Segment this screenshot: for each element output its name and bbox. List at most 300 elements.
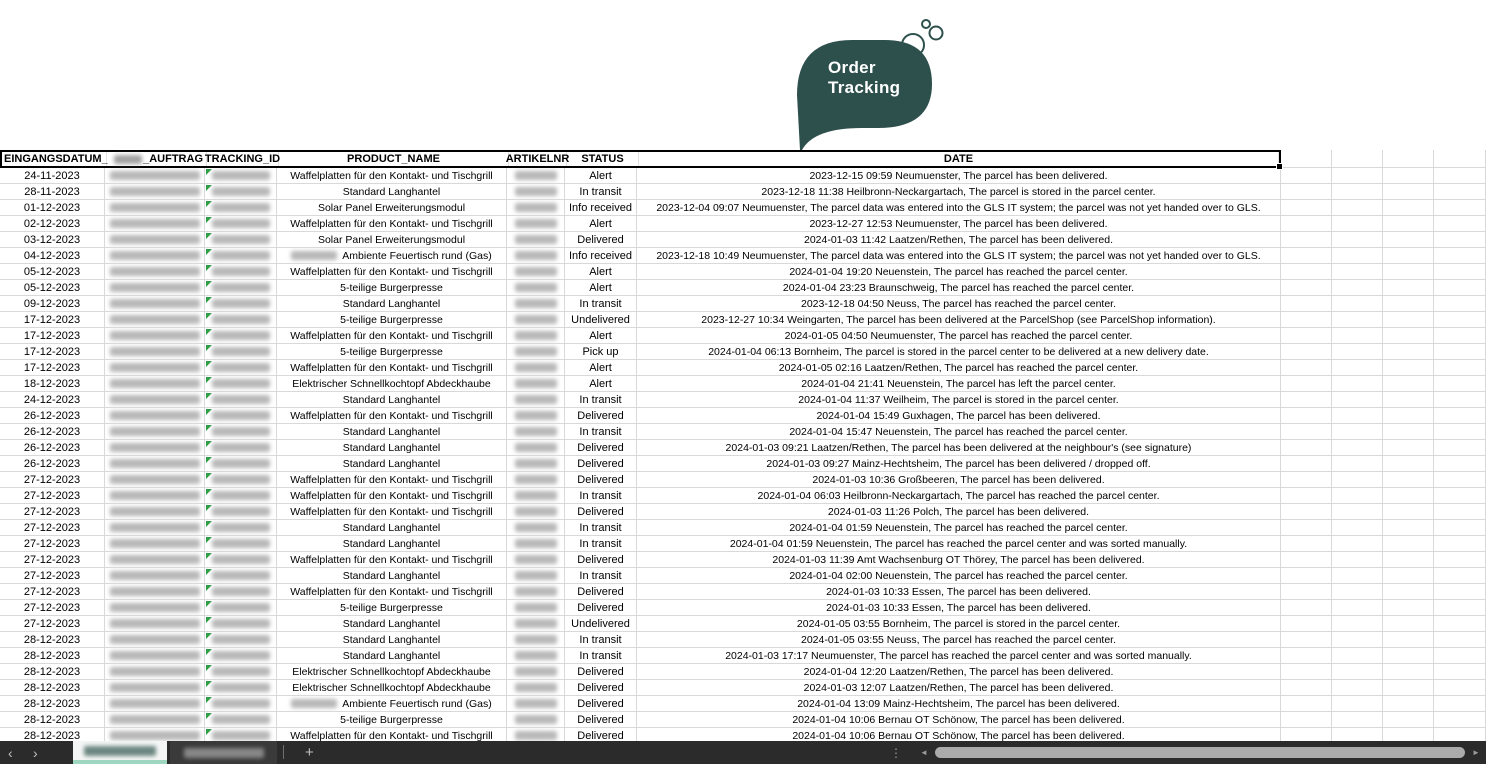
cell-eingangsdatum[interactable]: 03-12-2023 [0,232,105,248]
cell-date-info[interactable]: 2024-01-04 11:37 Weilheim, The parcel is stored in the parcel center. [637,392,1281,408]
empty-cell[interactable] [1383,184,1434,200]
empty-cell[interactable] [1281,488,1332,504]
cell-status[interactable]: Info received [565,200,637,216]
cell-tracking-id[interactable] [205,536,277,552]
empty-cell[interactable] [1434,664,1486,680]
cell-artikelnr[interactable] [507,456,565,472]
cell-tracking-id[interactable] [205,568,277,584]
empty-cell[interactable] [1383,488,1434,504]
cell-tracking-id[interactable] [205,184,277,200]
cell-date-info[interactable]: 2024-01-04 23:23 Braunschweig, The parcel has reached the parcel center. [637,280,1281,296]
empty-cell[interactable] [1383,664,1434,680]
cell-eingangsdatum[interactable]: 26-12-2023 [0,408,105,424]
cell-auftrag[interactable] [105,360,205,376]
cell-auftrag[interactable] [105,520,205,536]
cell-tracking-id[interactable] [205,344,277,360]
empty-cell[interactable] [1434,600,1486,616]
cell-product-name[interactable]: Solar Panel Erweiterungsmodul [277,232,507,248]
cell-product-name[interactable]: 5-teilige Burgerpresse [277,712,507,728]
empty-cell[interactable] [1281,472,1332,488]
empty-cell[interactable] [1281,520,1332,536]
cell-artikelnr[interactable] [507,328,565,344]
sheet-menu-dots-icon[interactable]: ⋮ [890,745,902,760]
cell-product-name[interactable]: Waffelplatten für den Kontakt- und Tischgrill [277,408,507,424]
cell-tracking-id[interactable] [205,200,277,216]
empty-cell[interactable] [1434,696,1486,712]
empty-cell[interactable] [1332,584,1383,600]
header-tracking-id[interactable] [204,152,281,166]
empty-cell[interactable] [1383,264,1434,280]
cell-eingangsdatum[interactable]: 17-12-2023 [0,344,105,360]
empty-cell[interactable] [1281,408,1332,424]
cell-auftrag[interactable] [105,712,205,728]
empty-cell[interactable] [1281,568,1332,584]
cell-date-info[interactable]: 2024-01-03 10:36 Großbeeren, The parcel has been delivered. [637,472,1281,488]
add-sheet-button[interactable]: + [305,744,314,761]
cell-date-info[interactable]: 2023-12-18 11:38 Heilbronn-Neckargartach, The parcel is stored in the parcel center. [637,184,1281,200]
empty-cell[interactable] [1383,712,1434,728]
empty-cell[interactable] [1332,664,1383,680]
sheet-tab-active[interactable] [73,741,167,764]
cell-eingangsdatum[interactable]: 28-12-2023 [0,696,105,712]
cell-eingangsdatum[interactable]: 26-12-2023 [0,440,105,456]
cell-date-info[interactable]: 2024-01-04 02:00 Neuenstein, The parcel has reached the parcel center. [637,568,1281,584]
empty-cell[interactable] [1281,376,1332,392]
empty-cell[interactable] [1281,536,1332,552]
cell-artikelnr[interactable] [507,600,565,616]
cell-artikelnr[interactable] [507,424,565,440]
cell-eingangsdatum[interactable]: 28-11-2023 [0,184,105,200]
empty-cell[interactable] [1281,456,1332,472]
cell-status[interactable]: Delivered [565,728,637,744]
cell-tracking-id[interactable] [205,312,277,328]
sheet-tab-inactive[interactable] [170,741,277,764]
empty-cell[interactable] [1332,408,1383,424]
cell-eingangsdatum[interactable]: 28-12-2023 [0,632,105,648]
empty-cell[interactable] [1281,296,1332,312]
cell-product-name[interactable]: Standard Langhantel [277,456,507,472]
cell-date-info[interactable]: 2024-01-03 11:39 Amt Wachsenburg OT Thörey, The parcel has been delivered. [637,552,1281,568]
empty-cell[interactable] [1434,648,1486,664]
cell-artikelnr[interactable] [507,408,565,424]
cell-artikelnr[interactable] [507,184,565,200]
cell-status[interactable]: In transit [565,536,637,552]
cell-date-info[interactable]: 2024-01-05 03:55 Bornheim, The parcel is stored in the parcel center. [637,616,1281,632]
cell-tracking-id[interactable] [205,216,277,232]
empty-cell[interactable] [1434,424,1486,440]
empty-cell[interactable] [1434,472,1486,488]
empty-cell[interactable] [1332,264,1383,280]
empty-cell[interactable] [1383,632,1434,648]
cell-status[interactable]: Delivered [565,584,637,600]
cell-product-name[interactable]: Standard Langhantel [277,296,507,312]
empty-cell[interactable] [1281,392,1332,408]
empty-cell[interactable] [1434,216,1486,232]
header-artikelnr[interactable] [505,152,570,166]
empty-cell[interactable] [1383,472,1434,488]
cell-date-info[interactable]: 2023-12-04 09:07 Neumuenster, The parcel data was entered into the GLS IT system; the parcel was not yet handed over to GLS. [637,200,1281,216]
cell-auftrag[interactable] [105,392,205,408]
empty-cell[interactable] [1281,664,1332,680]
empty-cell[interactable] [1332,440,1383,456]
empty-cell[interactable] [1383,616,1434,632]
cell-eingangsdatum[interactable]: 27-12-2023 [0,584,105,600]
empty-cell[interactable] [1281,440,1332,456]
empty-cell[interactable] [1434,248,1486,264]
empty-cell[interactable] [1332,216,1383,232]
cell-status[interactable]: Delivered [565,552,637,568]
cell-date-info[interactable]: 2024-01-04 21:41 Neuenstein, The parcel has left the parcel center. [637,376,1281,392]
cell-date-info[interactable]: 2024-01-04 06:03 Heilbronn-Neckargartach, The parcel has reached the parcel center. [637,488,1281,504]
cell-status[interactable]: Delivered [565,472,637,488]
cell-eingangsdatum[interactable]: 17-12-2023 [0,360,105,376]
cell-tracking-id[interactable] [205,424,277,440]
cell-artikelnr[interactable] [507,504,565,520]
cell-auftrag[interactable] [105,536,205,552]
cell-date-info[interactable]: 2024-01-04 15:47 Neuenstein, The parcel has reached the parcel center. [637,424,1281,440]
empty-cell[interactable] [1281,424,1332,440]
cell-tracking-id[interactable] [205,600,277,616]
cell-product-name[interactable]: Solar Panel Erweiterungsmodul [277,200,507,216]
cell-date-info[interactable]: 2024-01-04 10:06 Bernau OT Schönow, The parcel has been delivered. [637,728,1281,744]
empty-cell[interactable] [1383,150,1434,168]
cell-date-info[interactable]: 2024-01-04 01:59 Neuenstein, The parcel has reached the parcel center. [637,520,1281,536]
cell-eingangsdatum[interactable]: 27-12-2023 [0,616,105,632]
empty-cell[interactable] [1434,712,1486,728]
cell-product-name[interactable]: Standard Langhantel [277,632,507,648]
cell-date-info[interactable]: 2023-12-15 09:59 Neumuenster, The parcel has been delivered. [637,168,1281,184]
empty-cell[interactable] [1332,568,1383,584]
header-product-name[interactable] [279,152,509,166]
cell-product-name[interactable]: Elektrischer Schnellkochtopf Abdeckhaube [277,680,507,696]
cell-status[interactable]: Alert [565,328,637,344]
cell-date-info[interactable]: 2024-01-05 04:50 Neumuenster, The parcel has reached the parcel center. [637,328,1281,344]
cell-product-name[interactable]: Standard Langhantel [277,648,507,664]
cell-product-name[interactable]: Ambiente Feuertisch rund (Gas) [277,696,507,712]
cell-product-name[interactable]: 5-teilige Burgerpresse [277,312,507,328]
cell-status[interactable]: Delivered [565,504,637,520]
cell-product-name[interactable]: 5-teilige Burgerpresse [277,600,507,616]
cell-eingangsdatum[interactable]: 26-12-2023 [0,456,105,472]
cell-product-name[interactable]: Standard Langhantel [277,424,507,440]
cell-product-name[interactable]: Elektrischer Schnellkochtopf Abdeckhaube [277,376,507,392]
cell-eingangsdatum[interactable]: 26-12-2023 [0,424,105,440]
cell-auftrag[interactable] [105,344,205,360]
header-auftrag[interactable] [107,152,207,166]
empty-cell[interactable] [1281,232,1332,248]
cell-auftrag[interactable] [105,248,205,264]
cell-status[interactable]: Alert [565,264,637,280]
cell-auftrag[interactable] [105,696,205,712]
cell-date-info[interactable]: 2024-01-04 19:20 Neuenstein, The parcel has reached the parcel center. [637,264,1281,280]
cell-auftrag[interactable] [105,664,205,680]
empty-cell[interactable] [1383,360,1434,376]
empty-cell[interactable] [1383,392,1434,408]
cell-auftrag[interactable] [105,200,205,216]
cell-status[interactable]: Delivered [565,712,637,728]
cell-tracking-id[interactable] [205,360,277,376]
cell-artikelnr[interactable] [507,200,565,216]
empty-cell[interactable] [1434,408,1486,424]
cell-date-info[interactable]: 2024-01-04 13:09 Mainz-Hechtsheim, The parcel has been delivered. [637,696,1281,712]
empty-cell[interactable] [1332,696,1383,712]
cell-eingangsdatum[interactable]: 27-12-2023 [0,504,105,520]
cell-artikelnr[interactable] [507,312,565,328]
cell-status[interactable]: Alert [565,168,637,184]
cell-eingangsdatum[interactable]: 27-12-2023 [0,520,105,536]
cell-artikelnr[interactable] [507,712,565,728]
empty-cell[interactable] [1434,440,1486,456]
cell-product-name[interactable]: Waffelplatten für den Kontakt- und Tischgrill [277,472,507,488]
empty-cell[interactable] [1332,150,1383,168]
empty-cell[interactable] [1332,712,1383,728]
empty-cell[interactable] [1281,712,1332,728]
empty-cell[interactable] [1332,392,1383,408]
empty-cell[interactable] [1434,168,1486,184]
cell-auftrag[interactable] [105,216,205,232]
cell-tracking-id[interactable] [205,472,277,488]
empty-cell[interactable] [1332,296,1383,312]
empty-cell[interactable] [1281,200,1332,216]
cell-tracking-id[interactable] [205,248,277,264]
cell-artikelnr[interactable] [507,168,565,184]
cell-product-name[interactable]: Waffelplatten für den Kontakt- und Tischgrill [277,216,507,232]
selection-fill-handle[interactable] [1276,163,1283,170]
cell-product-name[interactable]: Waffelplatten für den Kontakt- und Tischgrill [277,504,507,520]
cell-tracking-id[interactable] [205,632,277,648]
cell-product-name[interactable]: Waffelplatten für den Kontakt- und Tischgrill [277,264,507,280]
cell-auftrag[interactable] [105,488,205,504]
cell-product-name[interactable]: Elektrischer Schnellkochtopf Abdeckhaube [277,664,507,680]
cell-date-info[interactable]: 2024-01-03 09:21 Laatzen/Rethen, The parcel has been delivered at the neighbour's (see signature) [637,440,1281,456]
cell-status[interactable]: In transit [565,520,637,536]
empty-cell[interactable] [1281,584,1332,600]
empty-cell[interactable] [1332,520,1383,536]
cell-date-info[interactable]: 2024-01-03 10:33 Essen, The parcel has been delivered. [637,584,1281,600]
cell-auftrag[interactable] [105,424,205,440]
header-status[interactable] [567,152,639,166]
empty-cell[interactable] [1332,168,1383,184]
cell-product-name[interactable]: Standard Langhantel [277,536,507,552]
empty-cell[interactable] [1383,376,1434,392]
cell-auftrag[interactable] [105,568,205,584]
header-eingangsdatum[interactable] [2,152,107,166]
horizontal-scrollbar-thumb[interactable] [935,747,1465,758]
cell-status[interactable]: In transit [565,488,637,504]
cell-date-info[interactable]: 2023-12-27 12:53 Neumuenster, The parcel has been delivered. [637,216,1281,232]
empty-cell[interactable] [1281,328,1332,344]
empty-cell[interactable] [1383,584,1434,600]
empty-cell[interactable] [1434,392,1486,408]
empty-cell[interactable] [1383,648,1434,664]
empty-cell[interactable] [1383,680,1434,696]
cell-tracking-id[interactable] [205,280,277,296]
cell-eingangsdatum[interactable]: 01-12-2023 [0,200,105,216]
empty-cell[interactable] [1332,632,1383,648]
empty-cell[interactable] [1332,376,1383,392]
cell-status[interactable]: In transit [565,648,637,664]
empty-cell[interactable] [1383,232,1434,248]
empty-cell[interactable] [1281,216,1332,232]
cell-product-name[interactable]: Waffelplatten für den Kontakt- und Tischgrill [277,728,507,744]
cell-artikelnr[interactable] [507,296,565,312]
empty-cell[interactable] [1383,328,1434,344]
empty-cell[interactable] [1281,312,1332,328]
cell-tracking-id[interactable] [205,408,277,424]
cell-eingangsdatum[interactable]: 27-12-2023 [0,568,105,584]
cell-tracking-id[interactable] [205,232,277,248]
cell-status[interactable]: Delivered [565,456,637,472]
empty-cell[interactable] [1434,568,1486,584]
cell-artikelnr[interactable] [507,264,565,280]
cell-artikelnr[interactable] [507,376,565,392]
empty-cell[interactable] [1434,184,1486,200]
empty-cell[interactable] [1383,216,1434,232]
cell-eingangsdatum[interactable]: 27-12-2023 [0,600,105,616]
cell-status[interactable]: Delivered [565,696,637,712]
cell-date-info[interactable]: 2024-01-04 12:20 Laatzen/Rethen, The parcel has been delivered. [637,664,1281,680]
cell-auftrag[interactable] [105,408,205,424]
cell-tracking-id[interactable] [205,392,277,408]
empty-cell[interactable] [1434,296,1486,312]
empty-cell[interactable] [1434,376,1486,392]
cell-date-info[interactable]: 2023-12-27 10:34 Weingarten, The parcel has been delivered at the ParcelShop (see ParcelShop information). [637,312,1281,328]
cell-tracking-id[interactable] [205,296,277,312]
empty-cell[interactable] [1434,280,1486,296]
cell-artikelnr[interactable] [507,632,565,648]
empty-cell[interactable] [1332,552,1383,568]
cell-date-info[interactable]: 2024-01-04 06:13 Bornheim, The parcel is stored in the parcel center to be delivered at a new delivery date. [637,344,1281,360]
empty-cell[interactable] [1434,536,1486,552]
cell-product-name[interactable]: Standard Langhantel [277,392,507,408]
empty-cell[interactable] [1383,504,1434,520]
empty-cell[interactable] [1434,344,1486,360]
cell-auftrag[interactable] [105,472,205,488]
scroll-left-arrow-icon[interactable]: ◄ [920,748,928,757]
cell-auftrag[interactable] [105,312,205,328]
cell-artikelnr[interactable] [507,536,565,552]
cell-eingangsdatum[interactable]: 27-12-2023 [0,536,105,552]
cell-status[interactable]: Undelivered [565,312,637,328]
cell-product-name[interactable]: Standard Langhantel [277,520,507,536]
empty-cell[interactable] [1383,168,1434,184]
cell-status[interactable]: In transit [565,392,637,408]
cell-auftrag[interactable] [105,440,205,456]
empty-cell[interactable] [1332,328,1383,344]
cell-tracking-id[interactable] [205,376,277,392]
cell-product-name[interactable]: Waffelplatten für den Kontakt- und Tischgrill [277,488,507,504]
cell-status[interactable]: Delivered [565,600,637,616]
header-date[interactable] [639,152,1279,166]
empty-cell[interactable] [1281,264,1332,280]
cell-status[interactable]: Delivered [565,440,637,456]
cell-eingangsdatum[interactable]: 28-12-2023 [0,728,105,744]
cell-eingangsdatum[interactable]: 24-11-2023 [0,168,105,184]
empty-cell[interactable] [1383,552,1434,568]
cell-status[interactable]: Alert [565,216,637,232]
cell-eingangsdatum[interactable]: 05-12-2023 [0,264,105,280]
cell-status[interactable]: In transit [565,296,637,312]
cell-auftrag[interactable] [105,616,205,632]
cell-eingangsdatum[interactable]: 27-12-2023 [0,488,105,504]
empty-cell[interactable] [1383,424,1434,440]
cell-artikelnr[interactable] [507,648,565,664]
cell-tracking-id[interactable] [205,328,277,344]
cell-status[interactable]: Alert [565,360,637,376]
empty-cell[interactable] [1332,200,1383,216]
cell-tracking-id[interactable] [205,584,277,600]
cell-eingangsdatum[interactable]: 09-12-2023 [0,296,105,312]
scroll-right-arrow-icon[interactable]: ► [1472,748,1480,757]
cell-tracking-id[interactable] [205,680,277,696]
empty-cell[interactable] [1434,328,1486,344]
empty-cell[interactable] [1434,680,1486,696]
empty-cell[interactable] [1332,280,1383,296]
empty-cell[interactable] [1434,456,1486,472]
empty-cell[interactable] [1281,632,1332,648]
cell-auftrag[interactable] [105,264,205,280]
cell-tracking-id[interactable] [205,712,277,728]
cell-artikelnr[interactable] [507,680,565,696]
cell-product-name[interactable]: Standard Langhantel [277,568,507,584]
empty-cell[interactable] [1332,424,1383,440]
cell-auftrag[interactable] [105,504,205,520]
cell-tracking-id[interactable] [205,696,277,712]
empty-cell[interactable] [1332,472,1383,488]
empty-cell[interactable] [1434,232,1486,248]
cell-eingangsdatum[interactable]: 27-12-2023 [0,472,105,488]
cell-eingangsdatum[interactable]: 28-12-2023 [0,680,105,696]
cell-auftrag[interactable] [105,584,205,600]
empty-cell[interactable] [1383,312,1434,328]
cell-auftrag[interactable] [105,328,205,344]
cell-auftrag[interactable] [105,552,205,568]
cell-eingangsdatum[interactable]: 17-12-2023 [0,312,105,328]
cell-auftrag[interactable] [105,680,205,696]
cell-eingangsdatum[interactable]: 18-12-2023 [0,376,105,392]
empty-cell[interactable] [1281,168,1332,184]
cell-status[interactable]: Delivered [565,664,637,680]
cell-status[interactable]: In transit [565,568,637,584]
empty-cell[interactable] [1281,360,1332,376]
cell-tracking-id[interactable] [205,520,277,536]
empty-cell[interactable] [1383,536,1434,552]
cell-tracking-id[interactable] [205,456,277,472]
cell-auftrag[interactable] [105,280,205,296]
cell-eingangsdatum[interactable]: 28-12-2023 [0,648,105,664]
empty-cell[interactable] [1383,696,1434,712]
empty-cell[interactable] [1383,200,1434,216]
empty-cell[interactable] [1332,184,1383,200]
cell-artikelnr[interactable] [507,488,565,504]
cell-tracking-id[interactable] [205,168,277,184]
cell-date-info[interactable]: 2024-01-04 15:49 Guxhagen, The parcel has been delivered. [637,408,1281,424]
empty-cell[interactable] [1383,520,1434,536]
cell-product-name[interactable]: Standard Langhantel [277,440,507,456]
cell-eingangsdatum[interactable]: 05-12-2023 [0,280,105,296]
empty-cell[interactable] [1434,616,1486,632]
cell-artikelnr[interactable] [507,248,565,264]
cell-status[interactable]: Delivered [565,680,637,696]
cell-artikelnr[interactable] [507,584,565,600]
cell-status[interactable]: Alert [565,376,637,392]
cell-tracking-id[interactable] [205,440,277,456]
cell-date-info[interactable]: 2024-01-03 11:26 Polch, The parcel has been delivered. [637,504,1281,520]
cell-product-name[interactable]: Ambiente Feuertisch rund (Gas) [277,248,507,264]
empty-cell[interactable] [1332,680,1383,696]
empty-cell[interactable] [1332,536,1383,552]
cell-product-name[interactable]: Standard Langhantel [277,184,507,200]
